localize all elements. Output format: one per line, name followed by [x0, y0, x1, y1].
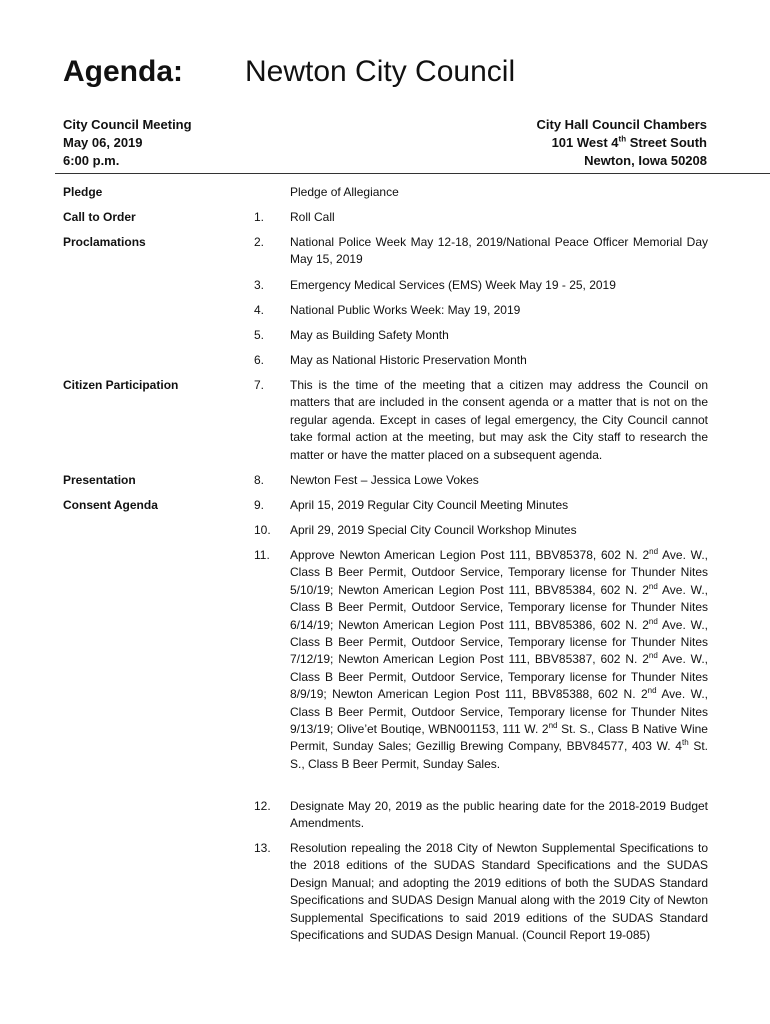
section-consent-agenda: Consent Agenda — [63, 498, 158, 512]
agenda-label: Agenda: — [63, 55, 183, 88]
agenda-item-newton-fest: Newton Fest – Jessica Lowe Vokes — [290, 473, 479, 487]
agenda-item-citizen-participation: This is the time of the meeting that a citizen may address the Council on matters that are included in the consent agenda or a matter that is not on the regular agenda. Except in cases of legal emergency, the City Council cannot take formal action at the meeting, but may ask the City staff to research the matter or have the matter placed on a subsequent agenda. — [290, 378, 708, 462]
agenda-item-sudas-resolution: Resolution repealing the 2018 City of Newton Supplemental Specifications to the 2018 editions of the SUDAS Standard Specifications and the SUDAS Design Manual; and adopting the 2019 editions of both the SUDAS Standard Specifications and SUDAS Design Manual along with the 2019 City of Newton Supplemental Specifications to said 2019 editions of the SUDAS Standard Specifications and SUDAS Design Manual. (Council Report 19-085) — [290, 841, 708, 943]
item-number: 8. — [254, 473, 265, 487]
agenda-item-historic-preservation: May as National Historic Preservation Month — [290, 353, 527, 367]
council-name: Newton City Council — [245, 55, 516, 88]
page-title — [63, 50, 516, 94]
agenda-item-building-safety: May as Building Safety Month — [290, 328, 449, 342]
section-presentation: Presentation — [63, 473, 136, 487]
meeting-time: 6:00 p.m. — [63, 153, 120, 168]
meeting-name: City Council Meeting — [63, 117, 192, 132]
item-number: 10. — [254, 523, 271, 537]
meeting-date: May 06, 2019 — [63, 135, 143, 150]
item-number: 5. — [254, 328, 265, 342]
agenda-item-budget-hearing: Designate May 20, 2019 as the public hearing date for the 2018-2019 Budget Amendments. — [290, 799, 708, 831]
agenda-item-police-week: National Police Week May 12-18, 2019/National Peace Officer Memorial Day May 15, 2019 — [290, 235, 708, 267]
section-pledge: Pledge — [63, 185, 103, 199]
agenda-item-april-15-minutes: April 15, 2019 Regular City Council Meeting Minutes — [290, 498, 569, 512]
location-place: City Hall Council Chambers — [536, 117, 707, 132]
location-city: Newton, Iowa 50208 — [584, 153, 707, 168]
item-number: 7. — [254, 378, 265, 392]
item-number: 3. — [254, 278, 265, 292]
item-number: 13. — [254, 841, 271, 855]
item-number: 2. — [254, 235, 265, 249]
item-number: 1. — [254, 210, 265, 224]
item-number: 11. — [254, 548, 270, 562]
agenda-item-april-29-minutes: April 29, 2019 Special City Council Workshop Minutes — [290, 523, 577, 537]
location-street: 101 West 4th Street South — [551, 134, 707, 150]
section-call-to-order: Call to Order — [63, 210, 136, 224]
meeting-location — [537, 116, 707, 170]
agenda-item-pledge: Pledge of Allegiance — [290, 185, 399, 199]
meeting-info — [63, 116, 192, 170]
header-divider — [55, 173, 770, 174]
item-number: 9. — [254, 498, 265, 512]
item-number: 6. — [254, 353, 265, 367]
agenda-item-roll-call: Roll Call — [290, 210, 335, 224]
section-citizen-participation: Citizen Participation — [63, 378, 179, 392]
agenda-item-liquor-licenses: Approve Newton American Legion Post 111, BBV85378, 602 N. 2nd Ave. W., Class B Beer Permit, Outdoor Service, Temporary license for Thunder Nites 5/10/19; Newton American Legion Post 111, BBV85384, 602 N. 2nd Ave. W., Class B Beer Permit, Outdoor Service, Temporary license for Thunder Nites 6/14/19; Newton American Legion Post 111, BBV85386, 602 N. 2nd Ave. W., Class B Beer Permit, Outdoor Service, Temporary license for Thunder Nites 7/12/19; Newton American Legion Post 111, BBV85387, 602 N. 2nd Ave. W., Class B Beer Permit, Outdoor Service, Temporary license for Thunder Nites 8/9/19; Newton American Legion Post 111, BBV85388, 602 N. 2nd Ave. W., Class B Beer Permit, Outdoor Service, Temporary license for Thunder Nites 9/13/19; Olive’et Boutiqe, WBN001153, 111 W. 2nd St. S., Class B Native Wine Permit, Sunday Sales; Gezillig Brewing Company, BBV84577, 403 W. 4th St. S., Class B Beer Permit, Sunday Sales. — [290, 547, 708, 771]
item-number: 4. — [254, 303, 265, 317]
agenda-item-ems-week: Emergency Medical Services (EMS) Week May 19 - 25, 2019 — [290, 278, 616, 292]
item-number: 12. — [254, 799, 271, 813]
agenda-item-public-works-week: National Public Works Week: May 19, 2019 — [290, 303, 521, 317]
section-proclamations: Proclamations — [63, 235, 146, 249]
